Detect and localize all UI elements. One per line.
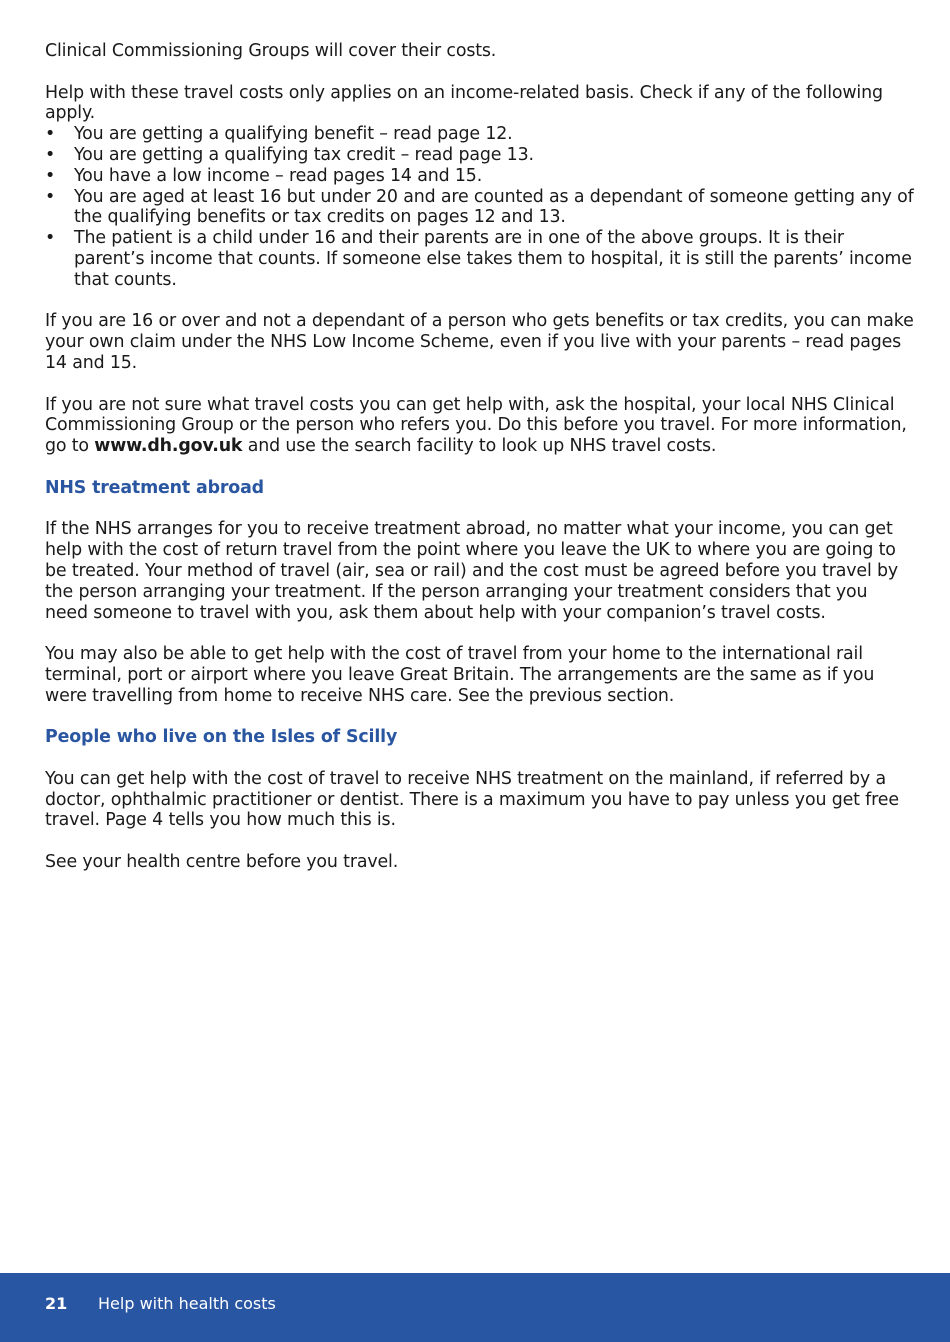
dh-website-link[interactable]: www.dh.gov.uk	[94, 436, 243, 457]
scilly-paragraph-2: See your health centre before you travel.	[45, 852, 399, 873]
own-claim-paragraph: If you are 16 or over and not a dependant of a person who gets benefits or tax credits, you can make your own claim under the NHS Low Income Scheme, even if you live with your parents – read pages 14 and 15.	[45, 311, 914, 373]
bullet-icon: •	[45, 165, 56, 186]
bullet-icon: •	[45, 124, 56, 145]
heading-treatment-abroad: NHS treatment abroad	[45, 477, 264, 498]
abroad-paragraph-1: If the NHS arranges for you to receive treatment abroad, no matter what your income, you can get help with the cost of return travel from the point where you leave the UK to where you are going to be treated. Your method of travel (air, sea or rail) and the cost must be agreed before you travel by the person arranging your treatment. If the person arranging your treatment considers that you need someone to travel with you, ask them about help with your companion’s travel costs.	[45, 519, 899, 623]
heading-isles-of-scilly: People who live on the Isles of Scilly	[45, 727, 398, 748]
list-item	[45, 166, 915, 187]
not-sure-paragraph	[45, 395, 915, 457]
page-number: 21	[45, 1294, 68, 1313]
bullet-icon: •	[45, 144, 56, 165]
list-item-text: The patient is a child under 16 and their parents are in one of the above groups. It is their parent’s income that counts. If someone else takes them to hospital, it is still the parents’ income that counts.	[74, 228, 912, 290]
list-item	[45, 145, 915, 166]
abroad-paragraph-2: You may also be able to get help with the cost of travel from your home to the international rail terminal, port or airport where you leave Great Britain. The arrangements are the same as if you were travelling from home to receive NHS care. See the previous section.	[45, 644, 875, 706]
list-item-text: You are getting a qualifying tax credit – read page 13.	[74, 144, 534, 165]
list-item	[45, 228, 915, 290]
bullet-icon: •	[45, 186, 56, 207]
footer-title: Help with health costs	[98, 1294, 276, 1313]
list-item-text: You have a low income – read pages 14 and 15.	[74, 165, 483, 186]
not-sure-text-start: If you are not sure what travel costs you can get help with, ask the hospital, your local NHS Clinical Commissioning Group or the person who refers you. Do this before you travel. For more information, go to	[45, 394, 907, 457]
list-item	[45, 124, 915, 145]
bullet-icon: •	[45, 228, 56, 249]
scilly-paragraph-1: You can get help with the cost of travel to receive NHS treatment on the mainland, if referred by a doctor, ophthalmic practitioner or dentist. There is a maximum you have to pay unless you get free travel. Page 4 tells you how much this is.	[45, 768, 899, 831]
eligibility-lead: Help with these travel costs only applies on an income-related basis. Check if any of the following apply.	[45, 82, 883, 124]
list-item-text: You are getting a qualifying benefit – read page 12.	[74, 124, 513, 145]
document-body	[45, 41, 915, 894]
eligibility-list	[45, 124, 915, 290]
intro-line: Clinical Commissioning Groups will cover their costs.	[45, 41, 497, 61]
page-footer	[0, 1273, 950, 1342]
list-item	[45, 187, 915, 229]
list-item-text: You are aged at least 16 but under 20 and are counted as a dependant of someone getting any of the qualifying benefits or tax credits on pages 12 and 13.	[74, 186, 914, 228]
not-sure-text-end: and use the search facility to look up NHS travel costs.	[242, 436, 717, 457]
